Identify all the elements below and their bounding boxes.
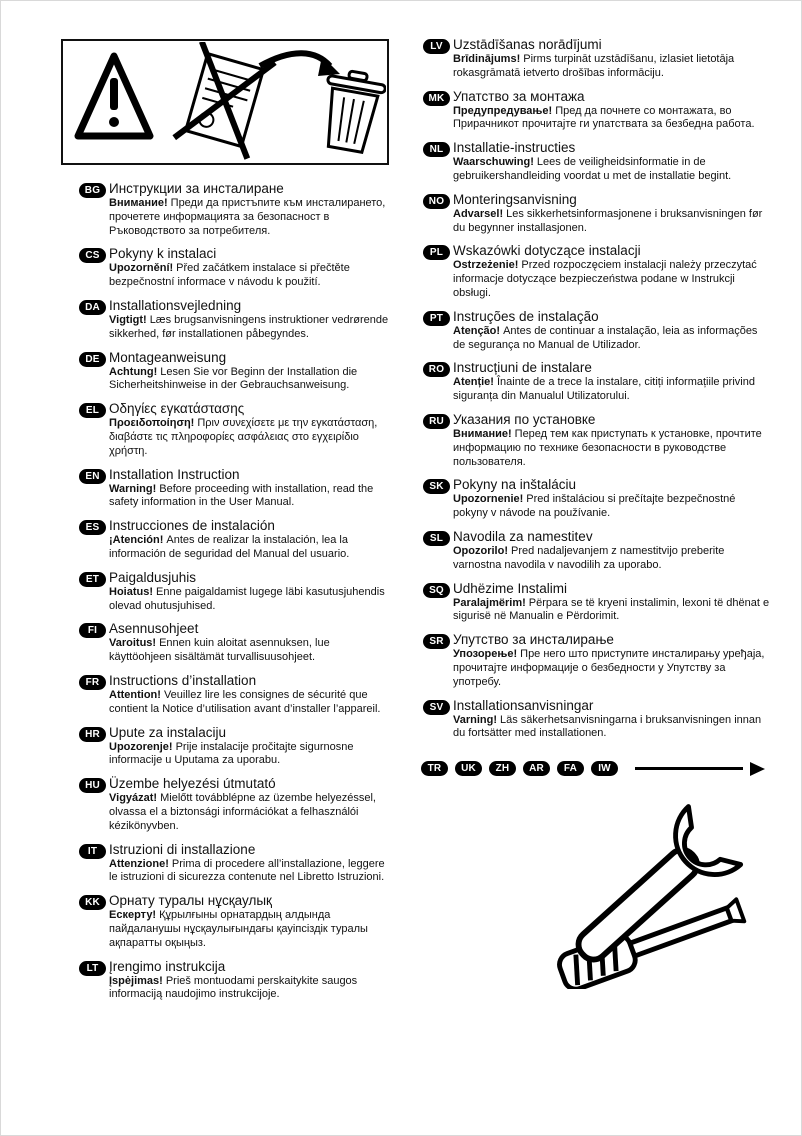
entry-title: Инструкции за инсталиране (109, 181, 284, 196)
entry-title: Instrucțiuni de instalare (453, 360, 592, 376)
entry-title: Paigaldusjuhis (109, 569, 197, 585)
entry-warning: Предупредување! (453, 104, 553, 117)
language-entry (405, 37, 771, 81)
column-right (405, 37, 771, 1010)
language-entry (405, 89, 771, 133)
entry-body (453, 714, 771, 742)
language-badge: HR (79, 727, 106, 742)
entry-text: Пре него што приступите инсталирању уређаја, прочитајте информације о безбедности у Упутству за употребу. (453, 648, 765, 688)
entry-text: Przed rozpoczęciem instalacji należy przeczytać informacje dotyczące bezpieczeństwa podane w Instrukcji obsługi. (453, 259, 757, 299)
language-badge: FR (79, 675, 106, 690)
language-badge: LV (423, 39, 450, 54)
entry-body (109, 741, 393, 769)
entry-text: Mielőtt továbblépne az üzembe helyezéssel, olvassa el a biztonsági információkat a felhasználói kézikönyvben. (109, 792, 376, 832)
language-badge: MK (423, 91, 450, 106)
language-entry (405, 412, 771, 469)
entry-text: Před začátkem instalace si přečtěte bezpečnostní informace v návodu k použití. (109, 262, 350, 289)
entry-body (109, 858, 393, 886)
language-badge: PL (423, 245, 450, 260)
entry-body (453, 428, 771, 469)
entry-text: Πριν συνεχίσετε με την εγκατάσταση, διαβάστε τις πληροφορίες ασφάλειας στο εγχειρίδιο χρήστη. (109, 417, 378, 457)
language-entry (61, 842, 393, 886)
language-badge: PT (423, 311, 450, 326)
language-entry (61, 725, 393, 769)
entry-title: Орнату туралы нұсқаулық (109, 893, 272, 909)
entry-body (453, 493, 771, 521)
entry-warning: Ostrzeżenie! (453, 259, 519, 272)
language-badge: SL (423, 531, 450, 546)
entry-title: Istruzioni di installazione (109, 841, 256, 857)
entry-title: Monteringsanvisning (453, 191, 577, 207)
language-entry (405, 192, 771, 236)
entry-body (109, 792, 393, 833)
entry-text: Læs brugsanvisningens instruktioner vedrørende sikkerhed, før installationen påbegyndes. (109, 313, 389, 340)
entry-warning: Attention! (109, 688, 161, 701)
entry-title: Pokyny na inštaláciu (453, 477, 577, 493)
entry-warning: Atenção! (453, 324, 501, 337)
entry-title: Navodila za namestitev (453, 528, 593, 544)
entry-text: Prije instalacije pročitajte sigurnosne informacije u Uputama za uporabu. (109, 740, 354, 767)
entry-body (109, 483, 393, 511)
entry-text: Înainte de a trece la instalare, citiți informațiile privind siguranța din Manualul Utilizatorului. (453, 376, 755, 403)
entry-body (453, 325, 771, 353)
entry-warning: Warning! (109, 482, 157, 495)
language-entry (405, 581, 771, 625)
warning-triangle-icon (78, 56, 150, 136)
entry-warning: Brīdinājums! (453, 53, 521, 65)
wrench-screwdriver-graphic (542, 794, 757, 989)
entry-body (109, 637, 393, 665)
language-badge: LT (79, 961, 106, 976)
entry-warning: Advarsel! (453, 207, 504, 220)
entry-body (109, 197, 393, 238)
entry-warning: Attenzione! (109, 857, 169, 870)
entry-title: Wskazówki dotyczące instalacji (453, 243, 641, 259)
additional-languages-row (421, 761, 771, 776)
language-entry (61, 959, 393, 1003)
language-entry (61, 246, 393, 290)
entry-body (453, 105, 771, 133)
entry-title: Installatie-instructies (453, 140, 576, 156)
entry-text: Lees de veiligheidsinformatie in de gebruikershandleiding voordat u met de installatie begint. (453, 156, 732, 182)
entry-title: Upute za instalaciju (109, 724, 227, 740)
language-badge: DA (79, 300, 106, 315)
entry-text: Pred inštaláciou si prečítajte bezpečnostné pokyny v návode na používanie. (453, 493, 736, 520)
language-entry (61, 570, 393, 614)
language-entry (61, 298, 393, 342)
entry-text: Veuillez lire les consignes de sécurité que contient la Notice d’utilisation avant d’installer l’appareil. (109, 688, 381, 715)
entry-body (109, 366, 393, 394)
entry-title: Įrengimo instrukcija (109, 958, 226, 974)
entry-title: Üzembe helyezési útmutató (109, 776, 276, 792)
entry-title: Montageanweisung (109, 349, 227, 365)
language-badge: ES (79, 520, 106, 535)
arrow-line (635, 767, 743, 770)
entry-text: Përpara se të kryeni instalimin, lexoni të dhënat e sigurisë në Manualin e Përdorimit. (453, 596, 770, 623)
entry-text: Преди да пристъпите към инсталирането, прочетете информацията за безопасност в Ръководството за потребителя. (109, 197, 386, 237)
column-left (61, 37, 393, 1010)
language-badge: RO (423, 362, 450, 377)
entry-body (453, 53, 771, 81)
language-badge: EL (79, 403, 106, 418)
footer-language-badge: ZH (489, 761, 516, 776)
entry-body (109, 417, 393, 458)
entry-title: Instruções de instalação (453, 308, 599, 324)
entry-text: Les sikkerhetsinformasjonene i bruksanvisningen før du begynner installasjonen. (453, 207, 763, 234)
entry-body (453, 259, 771, 300)
entry-warning: Paralajmërim! (453, 596, 526, 609)
entry-title: Installationsvejledning (109, 297, 242, 313)
entry-title: Указания по установке (453, 411, 596, 427)
language-badge: CS (79, 248, 106, 263)
entry-body (453, 208, 771, 236)
language-badge: HU (79, 778, 106, 793)
language-badge: SK (423, 479, 450, 494)
entry-body (109, 534, 393, 562)
footer-language-badge: AR (523, 761, 550, 776)
language-entry (61, 181, 393, 238)
entry-body (109, 689, 393, 717)
entry-text: Pred nadaljevanjem z namestitvijo preberite varnostna navodila v navodilih za uporabo. (453, 544, 725, 571)
entry-title: Упутство за инсталирање (453, 632, 614, 648)
language-badge: SQ (423, 583, 450, 598)
language-entry (61, 776, 393, 833)
entry-warning: Opozorilo! (453, 544, 508, 557)
entry-warning: Внимание! (109, 197, 168, 209)
language-badge: FI (79, 623, 106, 638)
entry-warning: Внимание! (453, 427, 512, 440)
trash-can-icon (317, 67, 386, 154)
language-entry (61, 673, 393, 717)
footer-language-badge: FA (557, 761, 584, 776)
entry-body (109, 314, 393, 342)
language-entry (405, 140, 771, 184)
crossed-document-icon (174, 42, 275, 159)
entry-text: Before proceeding with installation, read the safety information in the User Manual. (109, 482, 374, 509)
language-entry (405, 632, 771, 689)
wrench-icon (557, 807, 741, 984)
entry-body (109, 586, 393, 614)
language-badge: BG (79, 183, 106, 198)
entry-warning: Atenție! (453, 376, 494, 389)
entry-text: Antes de continuar a instalação, leia as informações de segurança no Manual de Utilizador. (453, 324, 758, 351)
discard-warning-graphic (64, 42, 386, 162)
two-column-layout (61, 37, 771, 1010)
entry-text: Пред да почнете со монтажата, во Прирачникот прочитајте ги упатствата за безбедна работа. (453, 104, 755, 131)
entry-title: Pokyny k instalaci (109, 246, 217, 262)
language-entry (61, 350, 393, 394)
footer-language-badges (421, 761, 618, 776)
entry-warning: Upozornenie! (453, 493, 524, 506)
entry-warning: Achtung! (109, 365, 158, 378)
entry-text: Prieš montuodami perskaitykite saugos informaciją naudojimo instrukcijoje. (109, 974, 358, 1001)
language-entry (61, 467, 393, 511)
entry-warning: Vigtigt! (109, 313, 147, 326)
entry-warning: Varoitus! (109, 637, 157, 650)
language-entry (405, 529, 771, 573)
entry-text: Prima di procedere all’installazione, leggere le istruzioni di sicurezza contenute nel Libretto Istruzioni. (109, 857, 385, 884)
language-entry (61, 893, 393, 950)
entry-warning: ¡Atención! (109, 534, 164, 547)
language-entry (61, 621, 393, 665)
entry-title: Uzstādīšanas norādījumi (453, 37, 602, 52)
language-entry (405, 243, 771, 300)
entry-text: Lesen Sie vor Beginn der Installation die Sicherheitshinweise in der Gebrauchsanweisung. (109, 365, 358, 392)
entry-warning: Waarschuwing! (453, 156, 534, 169)
footer-language-badge: UK (455, 761, 482, 776)
entry-warning: Upozornění! (109, 262, 174, 275)
entry-text: Құрылғыны орнатардың алдында пайдаланушы нұсқаулығындағы қауіпсіздік туралы ақпаратты оқыңыз. (109, 909, 368, 949)
entry-warning: Įspėjimas! (109, 974, 163, 987)
do-not-discard-manual-illustration (61, 39, 389, 165)
entry-warning: Hoiatus! (109, 585, 153, 598)
entry-title: Udhëzime Instalimi (453, 580, 568, 596)
entry-warning: Varning! (453, 713, 498, 726)
entry-text: Antes de realizar la instalación, lea la información de seguridad del Manual del usuario. (109, 534, 350, 560)
entry-warning: Упозорење! (453, 648, 518, 661)
language-badge: ET (79, 572, 106, 587)
entry-title: Instrucciones de instalación (109, 518, 275, 534)
entry-text: Pirms turpināt uzstādīšanu, izlasiet lietotāja rokasgrāmatā ietverto drošības informāciju. (453, 53, 735, 79)
language-badge: SR (423, 634, 450, 649)
entry-warning: Ескерту! (109, 909, 157, 922)
entry-text: Ennen kuin aloitat asennuksen, lue käyttöohjeen sisältämät turvallisuusohjeet. (109, 637, 330, 664)
language-entry (405, 698, 771, 742)
footer-language-badge: TR (421, 761, 448, 776)
language-badge: NL (423, 142, 450, 157)
entry-text: Enne paigaldamist lugege läbi kasutusjuhendis olevad ohutusjuhised. (109, 585, 385, 612)
entry-body (109, 975, 393, 1003)
entry-body (453, 597, 771, 625)
entry-body (453, 545, 771, 573)
language-badge: DE (79, 352, 106, 367)
entry-body (453, 156, 771, 184)
entry-warning: Vigyázat! (109, 792, 158, 805)
arrow-right-icon (750, 762, 765, 776)
language-badge: NO (423, 194, 450, 209)
language-entry (61, 518, 393, 562)
entry-body (453, 648, 771, 689)
entry-title: Упатство за монтажа (453, 88, 585, 104)
language-entry (405, 477, 771, 521)
language-badge: IT (79, 844, 106, 859)
language-entry (405, 360, 771, 404)
language-badge: SV (423, 700, 450, 715)
entry-title: Οδηγίες εγκατάστασης (109, 401, 245, 417)
entry-title: Installationsanvisningar (453, 697, 594, 713)
entry-warning: Προειδοποίηση! (109, 417, 195, 430)
language-badge: RU (423, 414, 450, 429)
entry-title: Asennusohjeet (109, 621, 199, 637)
entry-text: Перед тем как приступать к установке, прочтите информацию по технике безопасности в руководстве пользователя. (453, 427, 762, 468)
entry-body (453, 376, 771, 404)
language-badge: EN (79, 469, 106, 484)
language-entry (61, 401, 393, 458)
column-right-entries (405, 37, 771, 741)
language-badge: KK (79, 895, 106, 910)
entry-text: Läs säkerhetsanvisningarna i bruksanvisningen innan du fortsätter med installationen. (453, 713, 762, 740)
column-left-entries (61, 181, 393, 1002)
entry-title: Installation Instruction (109, 466, 240, 482)
entry-warning: Upozorenje! (109, 740, 173, 753)
footer-language-badge: IW (591, 761, 618, 776)
entry-body (109, 262, 393, 290)
entry-body (109, 909, 393, 950)
language-entry (405, 309, 771, 353)
tools-illustration (405, 794, 771, 989)
entry-title: Instructions d’installation (109, 672, 257, 688)
